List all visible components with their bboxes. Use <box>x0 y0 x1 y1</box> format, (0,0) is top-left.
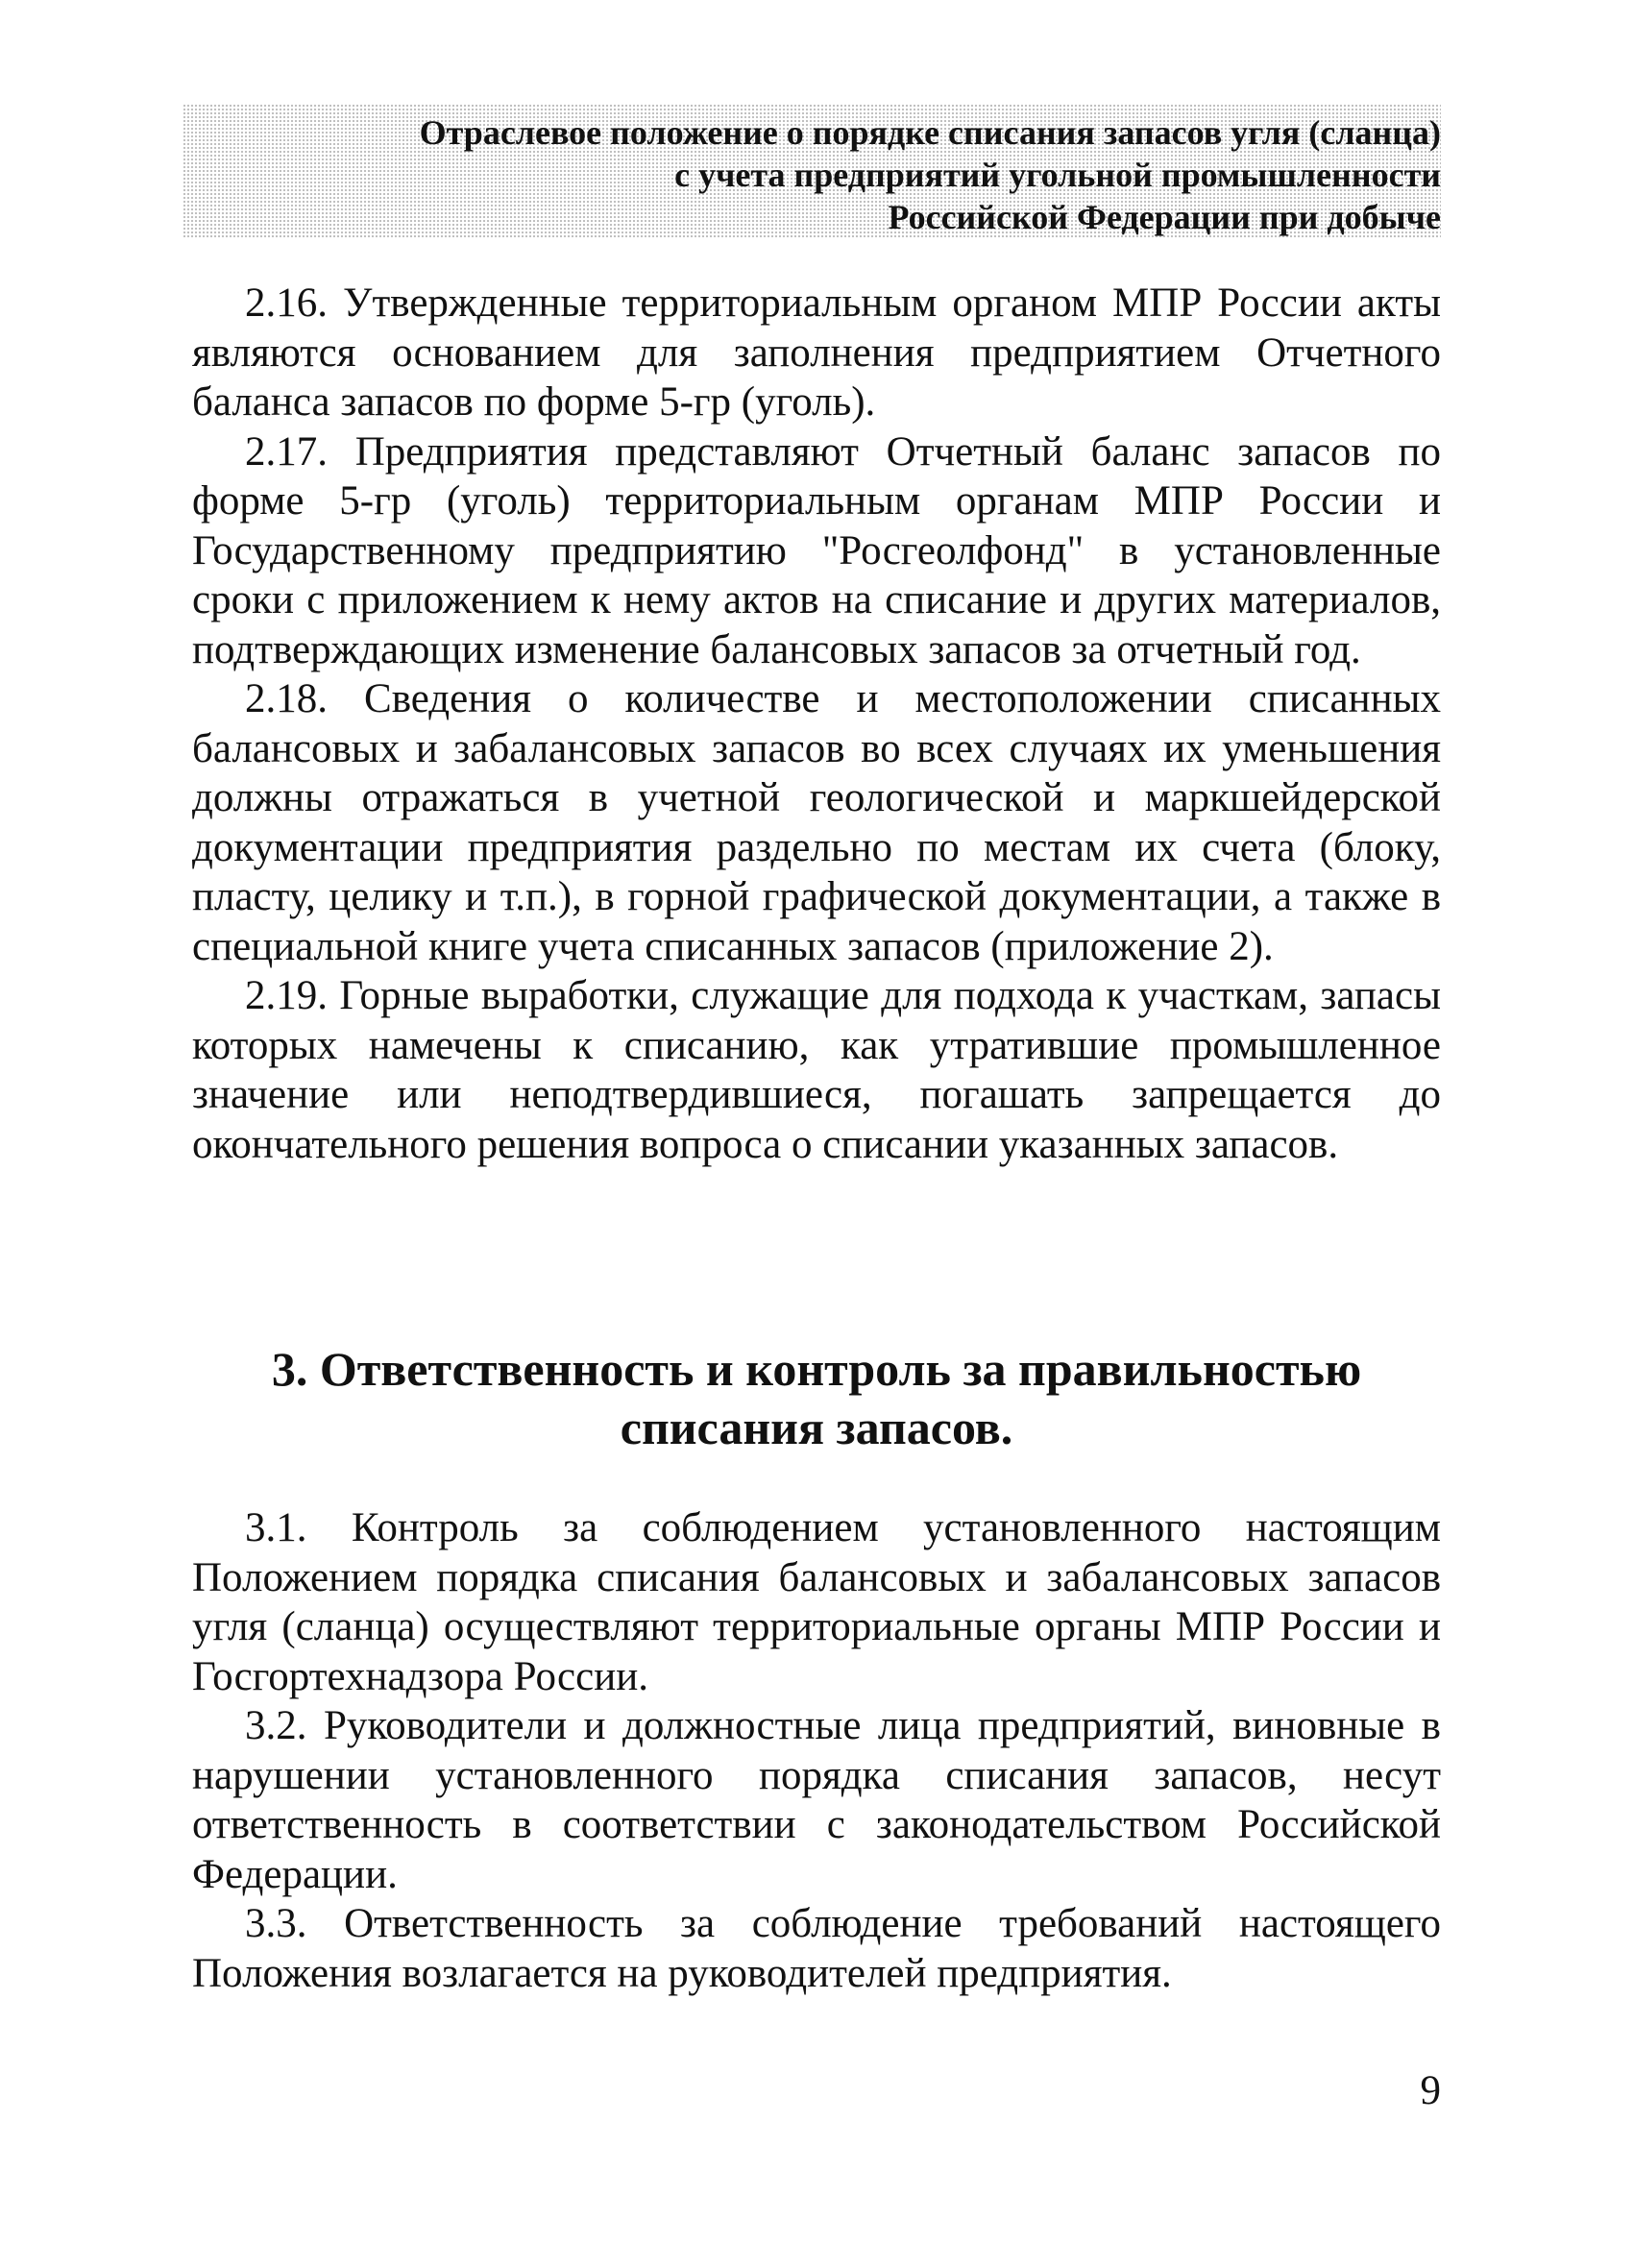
header-line-1: Отраслевое положение о порядке списания запасов угля (сланца) <box>419 113 1441 152</box>
section-3-heading-line-1: 3. Ответственность и контроль за правильностью <box>271 1342 1362 1396</box>
section-3-heading-line-2: списания запасов. <box>620 1401 1013 1454</box>
paragraph-2-19: 2.19. Горные выработки, служащие для подхода к участкам, запасы которых намечены к списанию, как утратившие промышленное значение или неподтвердившиеся, погашать запрещается до окончательного решения вопроса о списании указанных запасов. <box>192 973 1441 1167</box>
paragraph-3-2: 3.2. Руководители и должностные лица предприятий, виновные в нарушении установленного порядка списания запасов, несут ответственность в соответствии с законодательством Российской Федерации. <box>192 1703 1441 1897</box>
body-text-top <box>192 279 1441 1169</box>
header-line-2: с учета предприятий угольной промышленности <box>674 156 1441 194</box>
section-3-heading <box>192 1340 1441 1457</box>
paragraph-3-3: 3.3. Ответственность за соблюдение требований настоящего Положения возлагается на руководителей предприятия. <box>192 1901 1441 1996</box>
running-header <box>183 104 1441 238</box>
header-line-3: Российской Федерации при добыче <box>888 198 1441 236</box>
paragraph-2-17: 2.17. Предприятия представляют Отчетный баланс запасов по форме 5-гр (уголь) территориальным органам МПР России и Государственному предприятию "Росгеолфонд" в установленные сроки с приложением к нему актов на списание и других материалов, подтверждающих изменение балансовых запасов за отчетный год. <box>192 428 1441 672</box>
paragraph-2-18: 2.18. Сведения о количестве и местоположении списанных балансовых и забалансовых запасов во всех случаях их уменьшения должны отражаться в учетной геологической и маркшейдерской документации предприятия раздельно по местам их счета (блоку, пласту, целику и т.п.), в горной графической документации, а также в специальной книге учета списанных запасов (приложение 2). <box>192 676 1441 969</box>
page-number: 9 <box>1420 2068 1441 2113</box>
section-3-body <box>192 1503 1441 1998</box>
paragraph-2-16: 2.16. Утвержденные территориальным органом МПР России акты являются основанием для заполнения предприятием Отчетного баланса запасов по форме 5-гр (уголь). <box>192 280 1441 425</box>
paragraph-3-1: 3.1. Контроль за соблюдением установленного настоящим Положением порядка списания балансовых и забалансовых запасов угля (сланца) осуществляют территориальные органы МПР России и Госгортехнадзора России. <box>192 1505 1441 1699</box>
